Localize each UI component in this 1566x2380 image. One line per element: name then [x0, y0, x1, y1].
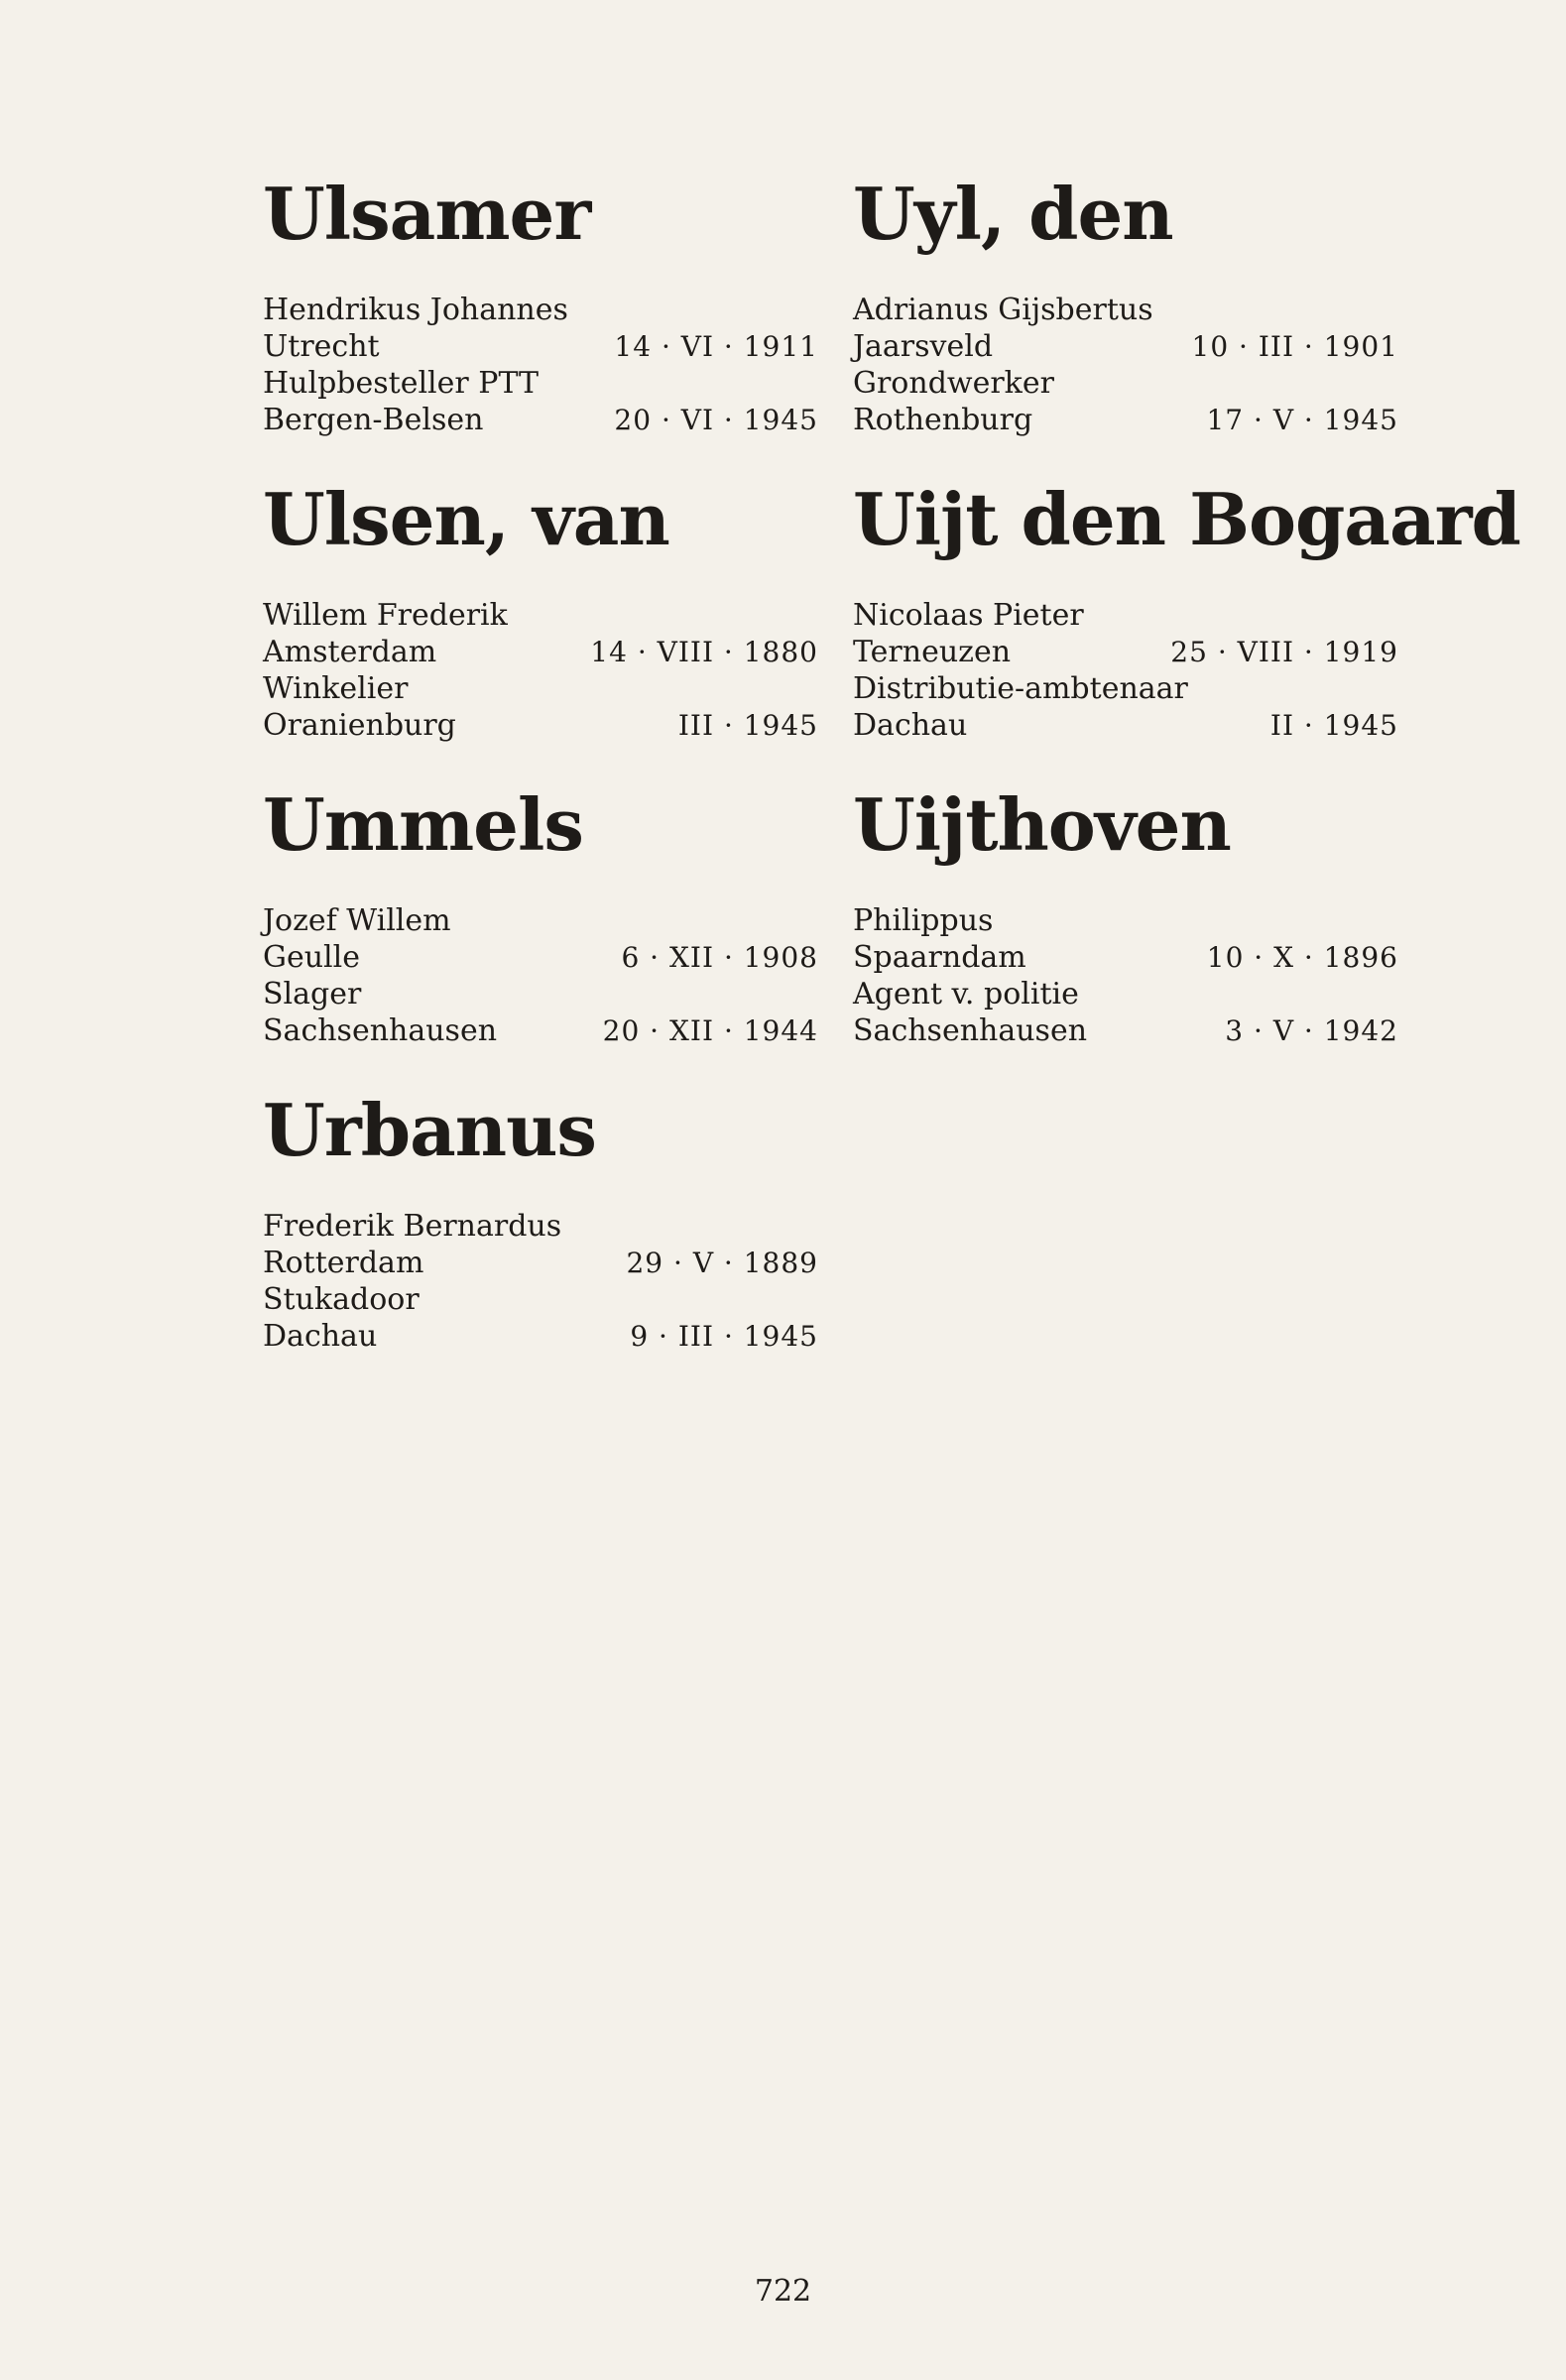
page-number: 722: [754, 2274, 812, 2309]
entry-row: [263, 634, 818, 670]
surname: Uijthoven: [853, 782, 1231, 867]
surname: Ulsamer: [263, 172, 591, 256]
birthplace: Utrecht: [263, 329, 380, 364]
entry: [853, 782, 1398, 1049]
entry-row: [263, 670, 818, 707]
birth-date: 25 · VIII · 1919: [1170, 636, 1398, 668]
entry-row: [263, 597, 818, 634]
entry-row: [263, 1245, 818, 1281]
death-date: 20 · VI · 1945: [614, 404, 818, 436]
entry-row: [263, 292, 818, 328]
entry: [853, 172, 1398, 438]
occupation: Grondwerker: [853, 366, 1054, 401]
given-names: Nicolaas Pieter: [853, 598, 1084, 633]
birth-date: 6 · XII · 1908: [621, 941, 818, 974]
birth-date: 29 · V · 1889: [626, 1247, 818, 1279]
surname: Uyl, den: [853, 172, 1173, 256]
entry-row: [853, 670, 1398, 707]
entry-row: [853, 902, 1398, 939]
entry-row: [853, 597, 1398, 634]
death-date: II · 1945: [1269, 709, 1398, 742]
birthplace: Geulle: [263, 940, 360, 975]
given-names: Jozef Willem: [263, 903, 451, 938]
entry-row: [853, 402, 1398, 438]
occupation: Hulpbesteller PTT: [263, 366, 540, 401]
birth-date: 10 · X · 1896: [1206, 941, 1398, 974]
entry: [263, 477, 818, 744]
death-date: 9 · III · 1945: [630, 1320, 818, 1353]
given-names: Hendrikus Johannes: [263, 293, 568, 327]
death-date: III · 1945: [677, 709, 818, 742]
entry-row: [263, 1012, 818, 1049]
entry-row: [263, 1318, 818, 1355]
death-date: 3 · V · 1942: [1225, 1014, 1398, 1047]
surname: Ummels: [263, 782, 583, 867]
entry-row: [263, 976, 818, 1012]
entry: [263, 1088, 818, 1355]
occupation: Slager: [263, 977, 362, 1012]
entry-row: [263, 328, 818, 365]
death-place: Dachau: [853, 708, 968, 743]
death-place: Rothenburg: [853, 403, 1033, 437]
entry-row: [853, 365, 1398, 402]
entry-row: [853, 976, 1398, 1012]
birthplace: Terneuzen: [853, 635, 1012, 669]
occupation: Distributie-ambtenaar: [853, 671, 1188, 706]
occupation: Stukadoor: [263, 1282, 420, 1317]
right-column: [853, 172, 1520, 1095]
given-names: Adrianus Gijsbertus: [853, 293, 1153, 327]
birthplace: Jaarsveld: [853, 329, 994, 364]
birth-date: 14 · VIII · 1880: [590, 636, 818, 668]
entry-row: [263, 1208, 818, 1245]
entry-row: [853, 707, 1398, 744]
entry-row: [263, 1281, 818, 1318]
given-names: Willem Frederik: [263, 598, 508, 633]
death-place: Sachsenhausen: [853, 1013, 1088, 1048]
entry-row: [263, 902, 818, 939]
death-place: Sachsenhausen: [263, 1013, 498, 1048]
entry-row: [263, 707, 818, 744]
entry-row: [853, 634, 1398, 670]
birth-date: 14 · VI · 1911: [614, 330, 818, 363]
left-column: [263, 172, 818, 1400]
death-place: Dachau: [263, 1319, 378, 1354]
entry-row: [853, 328, 1398, 365]
entry-row: [263, 402, 818, 438]
birthplace: Amsterdam: [263, 635, 437, 669]
death-place: Oranienburg: [263, 708, 456, 743]
entry-row: [263, 939, 818, 976]
entry-row: [853, 939, 1398, 976]
entry-row: [853, 292, 1398, 328]
entry-row: [263, 365, 818, 402]
entry: [853, 477, 1520, 744]
entry: [263, 172, 818, 438]
surname: Uijt den Bogaard: [853, 477, 1520, 561]
given-names: Philippus: [853, 903, 994, 938]
given-names: Frederik Bernardus: [263, 1209, 562, 1244]
birthplace: Spaarndam: [853, 940, 1026, 975]
surname: Ulsen, van: [263, 477, 669, 561]
birthplace: Rotterdam: [263, 1246, 424, 1280]
birth-date: 10 · III · 1901: [1191, 330, 1398, 363]
occupation: Winkelier: [263, 671, 409, 706]
death-place: Bergen-Belsen: [263, 403, 484, 437]
occupation: Agent v. politie: [853, 977, 1079, 1012]
entry-row: [853, 1012, 1398, 1049]
death-date: 17 · V · 1945: [1206, 404, 1398, 436]
surname: Urbanus: [263, 1088, 596, 1172]
entry: [263, 782, 818, 1049]
death-date: 20 · XII · 1944: [602, 1014, 818, 1047]
